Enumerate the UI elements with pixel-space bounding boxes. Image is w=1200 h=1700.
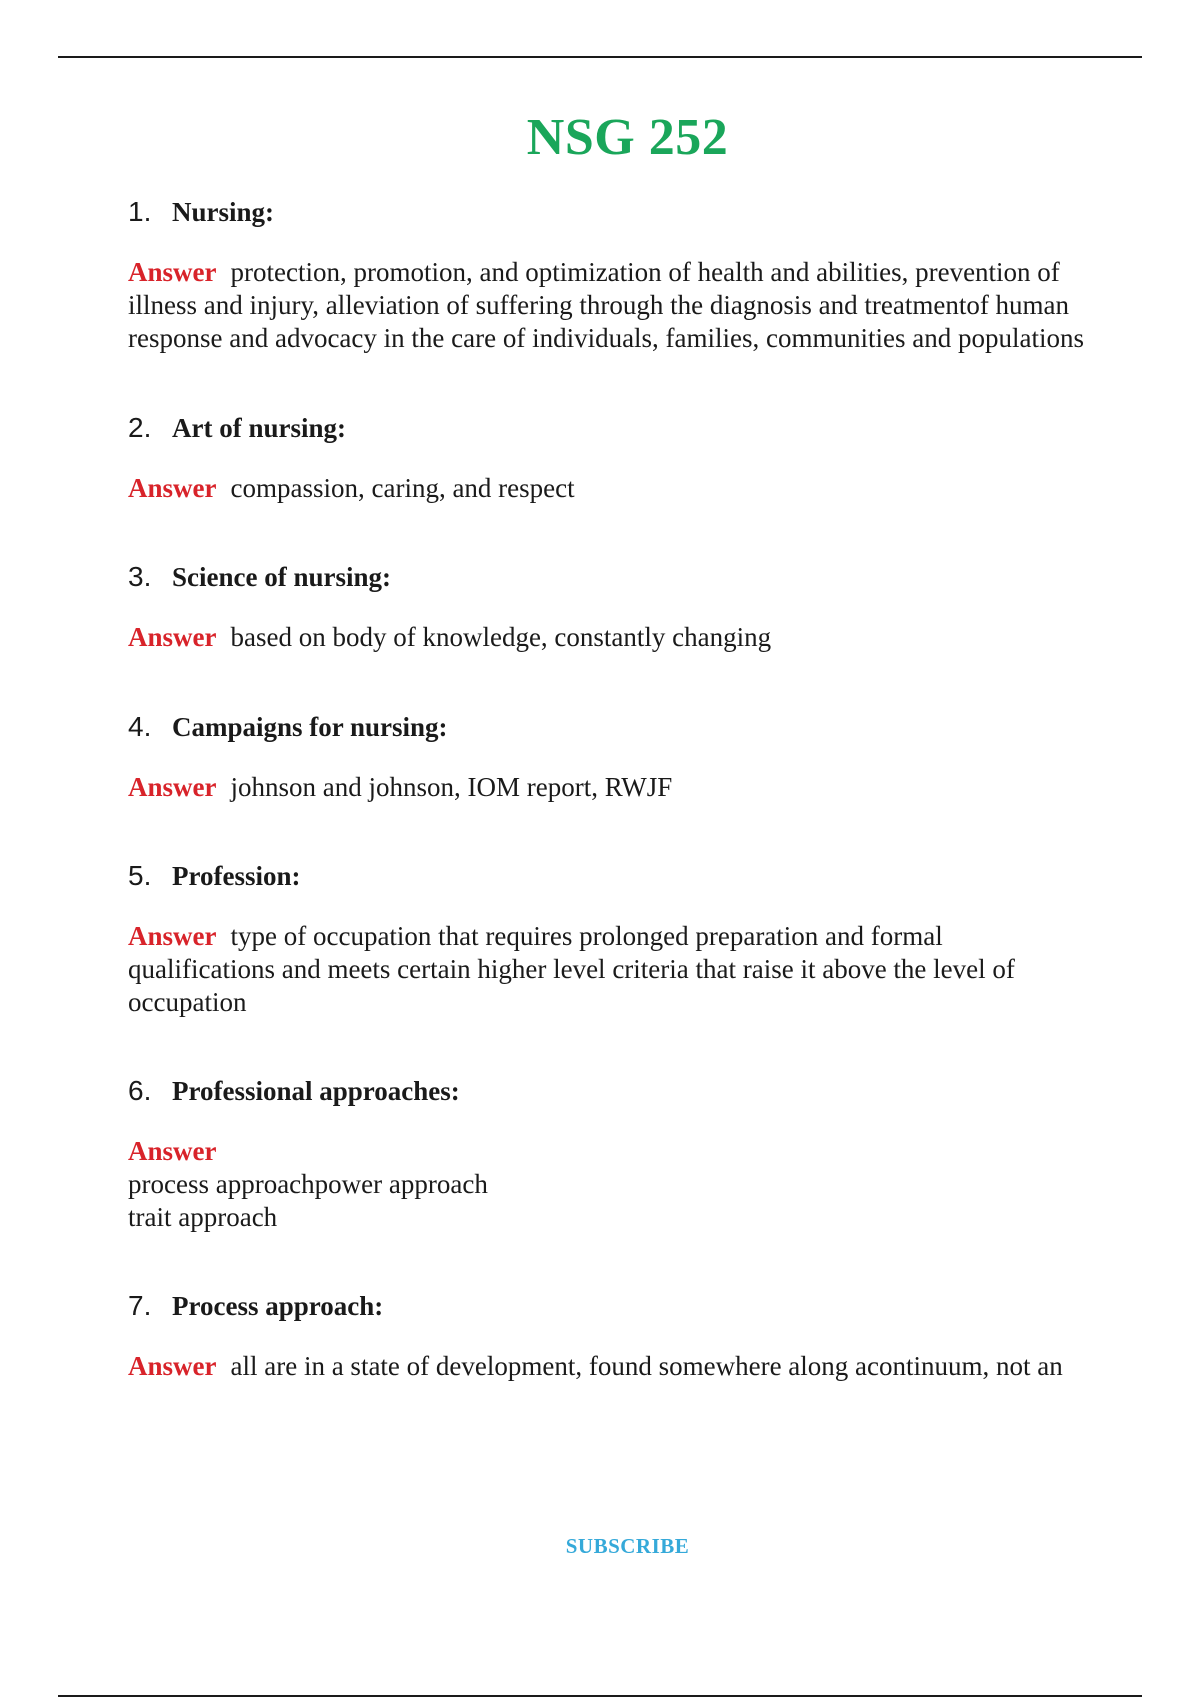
- subscribe-link[interactable]: SUBSCRIBE: [565, 1534, 690, 1558]
- answer-label: Answer: [128, 1136, 217, 1166]
- question-6: [128, 1075, 1128, 1234]
- answer-block: [128, 472, 1128, 505]
- question-text: Process approach:: [172, 1291, 384, 1321]
- answer-block: [128, 771, 1128, 804]
- answer-text: based on body of knowledge, constantly changing: [230, 622, 772, 652]
- answer-text: type of occupation that requires prolonged preparation and formal qualifications and meets certain higher level criteria that raise it above the level of occupation: [128, 921, 1015, 1017]
- answer-label: Answer: [128, 772, 217, 802]
- question-text: Art of nursing:: [172, 413, 346, 443]
- question-number: 4.: [128, 711, 152, 742]
- question-number: 7.: [128, 1290, 152, 1321]
- answer-line: trait approach: [128, 1202, 278, 1232]
- question-header: [128, 196, 1128, 228]
- question-header: [128, 1075, 1128, 1107]
- question-list: [128, 196, 1128, 1383]
- answer-label: Answer: [128, 473, 217, 503]
- question-number: 2.: [128, 412, 152, 443]
- answer-label: Answer: [128, 1351, 217, 1381]
- answer-block: [128, 920, 1068, 1019]
- answer-label: Answer: [128, 257, 217, 287]
- answer-text: protection, promotion, and optimization of health and abilities, prevention of illness and injury, alleviation of suffering through the diagnosis and treatmentof human response and advocacy in the care of individuals, families, communities and populations: [128, 257, 1084, 353]
- question-header: [128, 1290, 1128, 1322]
- question-7: [128, 1290, 1128, 1383]
- answer-block: [128, 621, 1128, 654]
- answer-label: Answer: [128, 622, 217, 652]
- answer-text: johnson and johnson, IOM report, RWJF: [230, 772, 673, 802]
- question-header: [128, 711, 1128, 743]
- question-5: [128, 860, 1128, 1019]
- question-text: Science of nursing:: [172, 562, 391, 592]
- question-number: 6.: [128, 1075, 152, 1106]
- question-number: 1.: [128, 196, 152, 227]
- answer-block: [128, 256, 1128, 355]
- question-text: Nursing:: [172, 197, 275, 227]
- question-header: [128, 561, 1128, 593]
- question-text: Profession:: [172, 861, 301, 891]
- bottom-rule: [58, 1695, 1142, 1697]
- answer-block: [128, 1135, 1128, 1234]
- answer-block: [128, 1350, 1128, 1383]
- question-text: Professional approaches:: [172, 1076, 460, 1106]
- answer-line: process approachpower approach: [128, 1169, 488, 1199]
- answer-text: compassion, caring, and respect: [230, 473, 575, 503]
- question-text: Campaigns for nursing:: [172, 712, 448, 742]
- question-4: [128, 711, 1128, 804]
- question-3: [128, 561, 1128, 654]
- answer-text: all are in a state of development, found somewhere along acontinuum, not an: [230, 1351, 1063, 1381]
- question-number: 3.: [128, 561, 152, 592]
- question-2: [128, 412, 1128, 505]
- question-1: [128, 196, 1128, 355]
- answer-label: Answer: [128, 921, 217, 951]
- question-header: [128, 412, 1128, 444]
- question-header: [128, 860, 1128, 892]
- question-number: 5.: [128, 860, 152, 891]
- document-title: NSG 252: [526, 109, 729, 166]
- top-rule: [58, 56, 1142, 58]
